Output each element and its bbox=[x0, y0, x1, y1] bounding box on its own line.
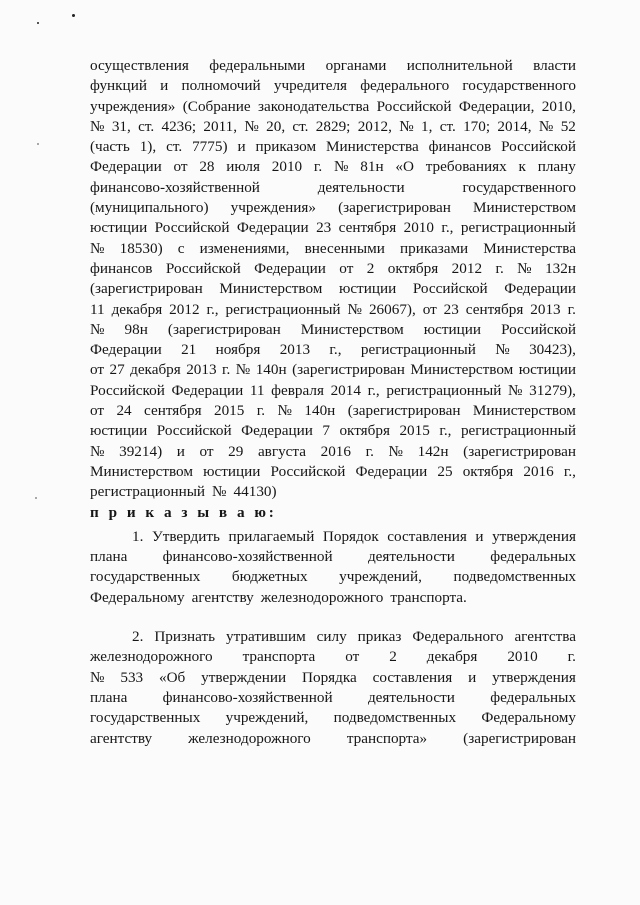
text-line: от 27 декабря 2013 г. № 140н (зарегистрирован Министерством юстиции bbox=[90, 361, 576, 379]
text-line: от 24 сентября 2015 г. № 140н (зарегистрирован Министерством bbox=[90, 402, 576, 420]
text-line: регистрационный № 44130) bbox=[90, 483, 277, 501]
text-line: п р и к а з ы в а ю: bbox=[90, 503, 277, 521]
text-line: № 533 «Об утверждении Порядка составления и утверждения bbox=[90, 668, 576, 686]
scan-speck bbox=[72, 14, 75, 17]
scan-speck bbox=[37, 22, 39, 24]
scan-speck bbox=[35, 497, 37, 499]
text-line: осуществления федеральными органами исполнительной власти bbox=[90, 57, 576, 74]
text-line: Федерации 21 ноября 2013 г., регистрационный № 30423), bbox=[90, 341, 576, 359]
text-line: государственных учреждений, подведомственных Федеральному bbox=[90, 709, 576, 727]
text-line: (часть 1), ст. 7775) и приказом Министерства финансов Российской bbox=[90, 138, 576, 156]
text-line: Федеральному агентству железнодорожного транспорта. bbox=[90, 588, 467, 606]
text-line: Министерством юстиции Российской Федерации 25 октября 2016 г., bbox=[90, 462, 576, 480]
text-line: плана финансово-хозяйственной деятельности федеральных bbox=[90, 548, 576, 566]
text-line: агентству железнодорожного транспорта» (зарегистрирован bbox=[90, 729, 576, 747]
text-line: функций и полномочий учредителя федерального государственного bbox=[90, 77, 576, 95]
text-line: № 18530) с изменениями, внесенными приказами Министерства bbox=[90, 239, 576, 257]
scan-speck bbox=[37, 143, 39, 145]
text-line: (зарегистрирован Министерством юстиции Российской Федерации bbox=[90, 280, 576, 298]
text-line: финансов Российской Федерации от 2 октября 2012 г. № 132н bbox=[90, 259, 576, 277]
text-line: государственных бюджетных учреждений, подведомственных bbox=[90, 568, 576, 586]
text-line: юстиции Российской Федерации 23 сентября 2010 г., регистрационный bbox=[90, 219, 576, 237]
text-line: № 39214) и от 29 августа 2016 г. № 142н (зарегистрирован bbox=[90, 442, 576, 460]
text-line: учреждения» (Собрание законодательства Российской Федерации, 2010, bbox=[90, 97, 576, 115]
text-line: 2. Признать утратившим силу приказ Федерального агентства bbox=[132, 628, 576, 646]
text-line: (муниципального) учреждения» (зарегистрирован Министерством bbox=[90, 199, 576, 217]
text-line: финансово-хозяйственной деятельности государственного bbox=[90, 178, 576, 196]
text-line: юстиции Российской Федерации 7 октября 2015 г., регистрационный bbox=[90, 422, 576, 440]
text-line: 1. Утвердить прилагаемый Порядок составления и утверждения bbox=[132, 527, 576, 545]
text-line: Федерации от 28 июля 2010 г. № 81н «О требованиях к плану bbox=[90, 158, 576, 176]
text-line: железнодорожного транспорта от 2 декабря 2010 г. bbox=[90, 648, 576, 666]
text-line: 11 декабря 2012 г., регистрационный № 26067), от 23 сентября 2013 г. bbox=[90, 300, 576, 318]
text-line: № 31, ст. 4236; 2011, № 20, ст. 2829; 2012, № 1, ст. 170; 2014, № 52 bbox=[90, 117, 576, 135]
text-line: № 98н (зарегистрирован Министерством юстиции Российской bbox=[90, 320, 576, 338]
text-line: плана финансово-хозяйственной деятельности федеральных bbox=[90, 688, 576, 706]
document-body bbox=[90, 56, 576, 749]
text-line: Российской Федерации 11 февраля 2014 г., регистрационный № 31279), bbox=[90, 381, 576, 399]
